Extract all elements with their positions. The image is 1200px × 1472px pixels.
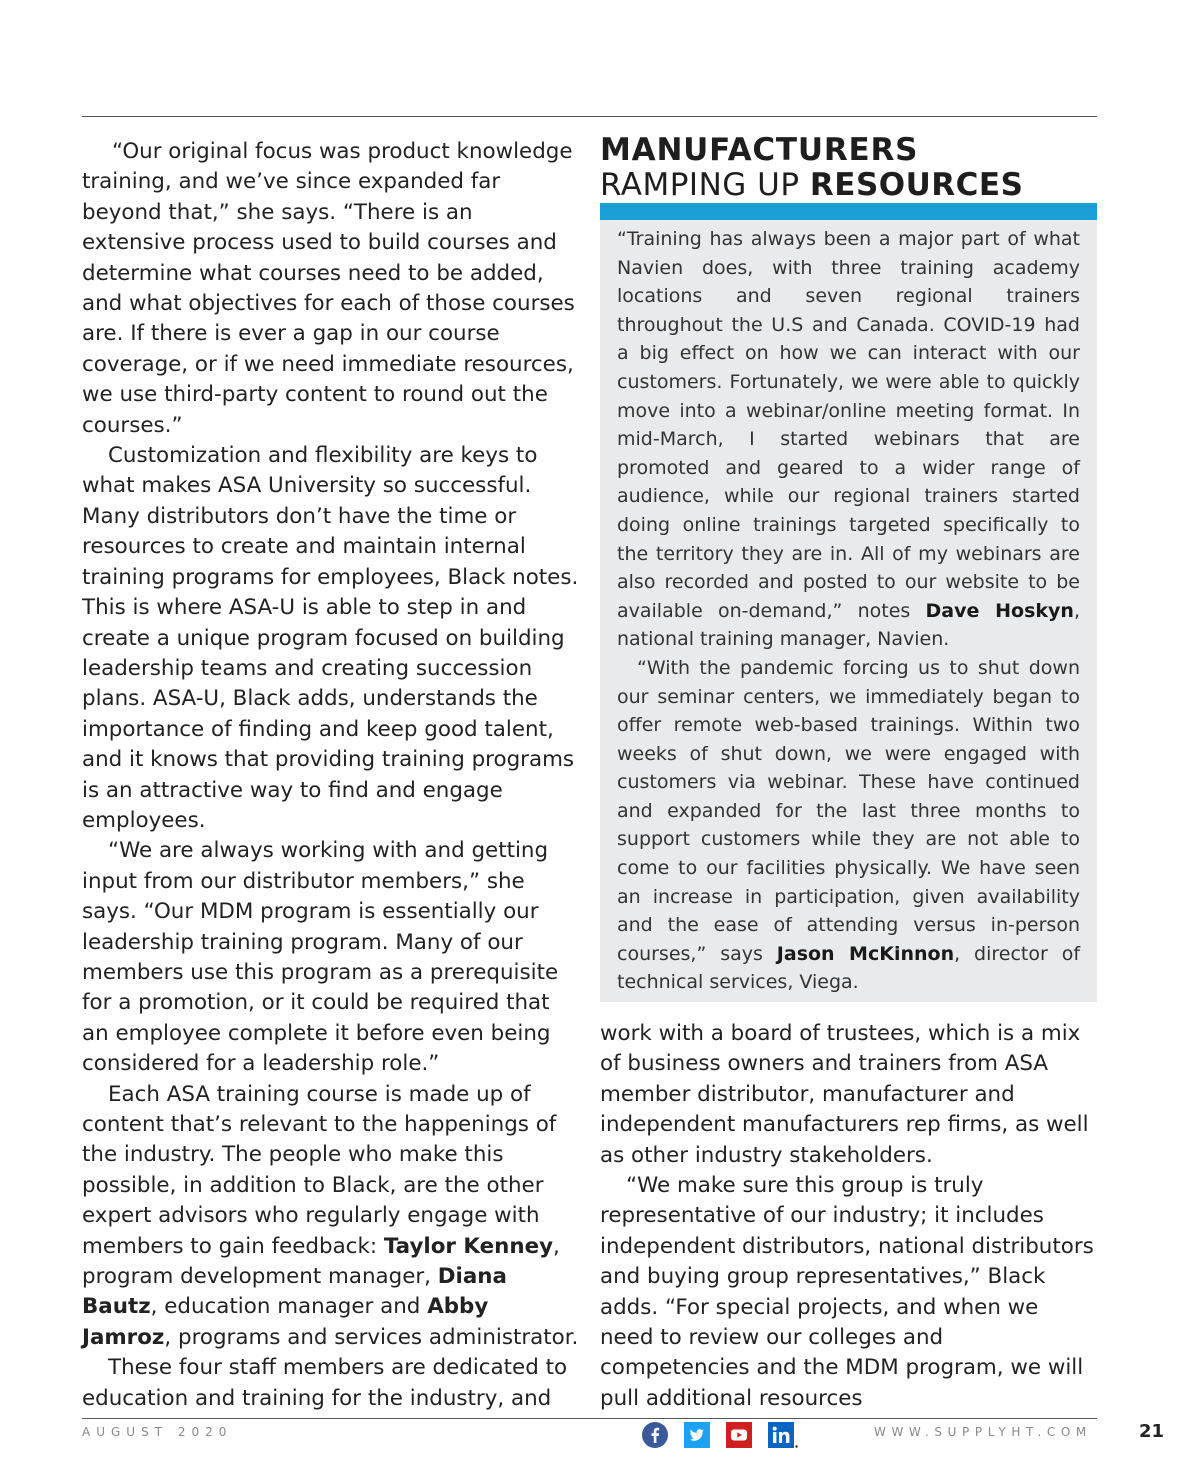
issue-date: AUGUST 2020 [82, 1425, 233, 1439]
quote-text: “With the pandemic forcing us to shut down our seminar centers, we immediately began to offer remote web-based trainings. Within two weeks of shut down, we were engaged with customers via webinar. These have continued and expanded for the last three months to support customers while they are not able to come to our facilities physically. We have seen an increase in participation, given availability and the ease of attending versus in-person courses,” says [617, 656, 1080, 965]
article-paragraph: Customization and flexibility are keys to what makes ASA University so successful. Many distributors don’t have the time or resources to create and maintain internal training programs for employees, Black notes. This is where ASA-U is able to step in and create a unique program focused on building leadership teams and creating succession plans. ASA-U, Black adds, understands the importance of finding and keep good talent, and it knows that providing training programs is an attractive way to find and engage employees. [82, 443, 579, 833]
article-paragraph [82, 1080, 582, 1354]
sidebar-quote [617, 225, 1080, 654]
sidebar-title-line2 [600, 168, 1097, 203]
quote-attribution: , director of technical services, Viega. [617, 942, 1081, 994]
website-url: WWW.SUPPLYHT.COM [874, 1425, 1092, 1439]
sidebar-quote [617, 654, 1080, 997]
sidebar-title-bold: RESOURCES [809, 167, 1024, 203]
paragraph-text: , programs and services administrator. [164, 1324, 579, 1350]
article-paragraph: “We make sure this group is truly representative of our industry; it includes independent distributors, national distributors and buying group representatives,” Black adds. “For special projects, and when we need to review our colleges and competencies and the MDM program, we will pull additional resources [600, 1173, 1094, 1411]
person-name: Taylor Kenney [383, 1233, 554, 1259]
linkedin-icon-bar [773, 1432, 776, 1443]
header-rule [82, 116, 1097, 117]
quote-attribution: , national training manager, Navien. [617, 599, 1080, 651]
linkedin-icon-dot [773, 1427, 777, 1431]
paragraph-text: , program development manager, [82, 1233, 560, 1290]
youtube-icon[interactable] [726, 1422, 752, 1448]
article-paragraph: “We are always working with and getting input from our distributor members,” she says. “Our MDM program is essentially our leadership training program. Many of our members use this program as a prerequisite for a promotion, or it could be required that an employee complete it before even being considered for a leadership role.” [82, 838, 559, 1077]
person-name: Abby Jamroz [82, 1294, 489, 1350]
sidebar-title-normal: RAMPING UP [600, 167, 810, 203]
article-paragraph: work with a board of trustees, which is a mix of business owners and trainers from ASA member distributor, manufacturer and independent manufacturers rep firms, as well as other industry stakeholders. [600, 1021, 1089, 1168]
person-name: Diana Bautz [82, 1264, 507, 1320]
article-right-column [600, 1019, 1097, 1414]
paragraph-text: Each ASA training course is made up of content that’s relevant to the happenings of the industry. The people who make this possible, in addition to Black, are the other expert advisors who regularly engage with members to gain feedback: [82, 1081, 557, 1259]
article-paragraph: These four staff members are dedicated to education and training for the industry, and [82, 1355, 568, 1411]
facebook-icon[interactable] [642, 1422, 668, 1448]
linkedin-icon[interactable] [768, 1422, 794, 1448]
sidebar-heading [600, 133, 1097, 203]
article-left-column [82, 137, 582, 1414]
article-paragraph: “Our original focus was product knowledge training, and we’ve since expanded far beyond that,” she says. “There is an extensive process used to build courses and determine what courses need to be added, and what objectives for each of those courses are. If there is ever a gap in our course coverage, or if we need immediate resources, we use third-party content to round out the courses.” [82, 139, 575, 438]
paragraph-text: , education manager and [150, 1294, 428, 1320]
person-name: Jason McKinnon [776, 942, 955, 965]
twitter-icon[interactable] [684, 1422, 710, 1448]
linkedin-icon-period [795, 1445, 797, 1447]
quote-text: “Training has always been a major part of what Navien does, with three training academy locations and seven regional trainers throughout the U.S and Canada. COVID-19 had a big effect on how we can interact with our customers. Fortunately, we were able to quickly move into a webinar/online meeting format. In mid-March, I started webinars that are promoted and geared to a wider range of audience, while our regional trainers started doing online trainings targeted specifically to the territory they are in. All of my webinars are also recorded and posted to our website to be available on-demand,” notes [617, 228, 1080, 622]
person-name: Dave Hoskyn [925, 599, 1074, 622]
footer-rule [82, 1418, 1097, 1419]
sidebar-title-line1: MANUFACTURERS [600, 132, 919, 168]
sidebar-accent-bar [600, 203, 1097, 220]
sidebar-box [600, 220, 1097, 1002]
page-number: 21 [1139, 1421, 1165, 1442]
